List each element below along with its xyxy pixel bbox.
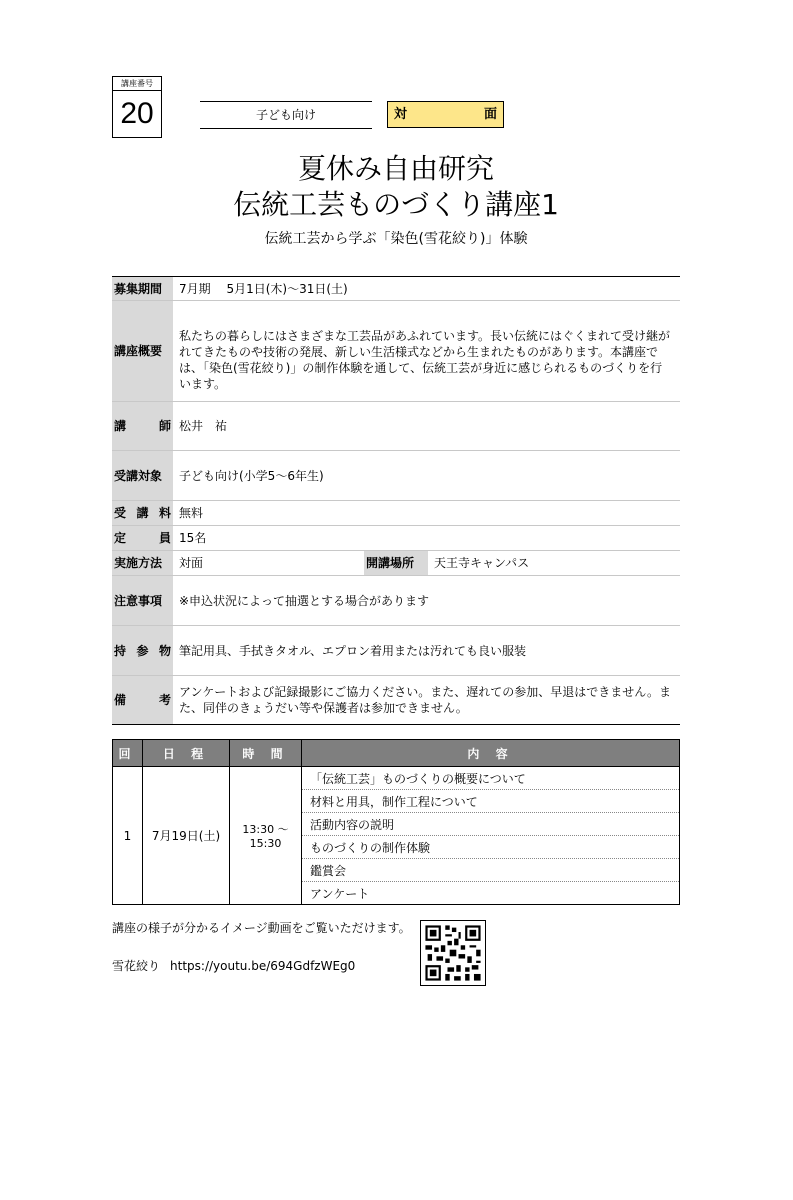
- items-label-c: 物: [158, 643, 171, 658]
- course-number: 20: [120, 97, 154, 130]
- lecturer-label-b: 師: [158, 419, 171, 433]
- remarks-label-b: 考: [158, 693, 171, 707]
- items-label: [114, 643, 171, 659]
- page-subtitle: 伝統工芸から学ぶ「染色(雪花絞り)」体験: [264, 231, 528, 247]
- info-row-overview: [112, 301, 680, 402]
- schedule-content-item: 鑑賞会: [302, 859, 680, 882]
- info-row-recruit: [112, 277, 680, 301]
- info-row-remarks: [112, 676, 680, 725]
- video-url-link[interactable]: https://youtu.be/694GdfzWEg0: [170, 959, 356, 973]
- video-label: 雪花絞り: [112, 959, 161, 973]
- lecturer-label: [114, 418, 171, 434]
- info-row-lecturer: [112, 402, 680, 451]
- overview-value: 私たちの暮らしにはさまざまな工芸品があふれています。長い伝統にはぐくまれて受け継がれてきたものや技術の発展、新しい生活様式などから生まれたものがあります。本講座では、「染色(雪花絞り)」の制作体験を通して、伝統工芸が身近に感じられるものづくりを行います。: [173, 301, 680, 402]
- info-row-method: [112, 551, 680, 576]
- items-label-b: 参: [136, 643, 149, 658]
- target-value: 子ども向け(小学5～6年生): [173, 451, 680, 501]
- method-value: 対面: [173, 551, 364, 576]
- capacity-label-a: 定: [114, 531, 127, 545]
- overview-label: 講座概要: [112, 301, 173, 402]
- schedule-content-item: 活動内容の説明: [302, 813, 680, 836]
- schedule-row: [113, 767, 680, 790]
- schedule-content-item: 材料と用具，制作工程について: [302, 790, 680, 813]
- recruit-value: 7月期 5月1日(木)～31日(土): [173, 277, 680, 301]
- info-row-fee: [112, 501, 680, 526]
- remarks-label-a: 備: [114, 693, 127, 707]
- fee-label-b: 講: [136, 506, 149, 520]
- info-row-capacity: [112, 526, 680, 551]
- schedule-header-content: 内 容: [302, 740, 680, 767]
- page-title-line1: 夏休み自由研究: [297, 152, 494, 185]
- schedule-header-session: 回: [113, 740, 143, 767]
- course-number-label: 講座番号: [113, 77, 161, 91]
- info-row-notes: [112, 576, 680, 626]
- schedule-session: 1: [113, 767, 143, 905]
- qr-code-icon[interactable]: [420, 920, 486, 986]
- schedule-header-time: 時 間: [230, 740, 302, 767]
- items-value: 筆記用具、手拭きタオル、エプロン着用または汚れても良い服装: [173, 626, 680, 676]
- schedule-content-item: アンケート: [302, 882, 680, 905]
- remarks-label: [114, 692, 171, 708]
- format-tag-char-1: 対: [394, 107, 408, 122]
- lecturer-label-a: 講: [114, 419, 127, 433]
- venue-value: 天王寺キャンパス: [428, 551, 680, 576]
- course-number-box: [112, 76, 162, 138]
- page-title-line2: 伝統工芸ものづくり講座1: [233, 188, 559, 221]
- format-tag: [387, 101, 504, 128]
- notes-label: 注意事項: [112, 576, 173, 626]
- fee-value: 無料: [173, 501, 680, 526]
- video-note: 講座の様子が分かるイメージ動画をご覧いただけます。: [112, 921, 411, 935]
- notes-value: ※申込状況によって抽選とする場合があります: [173, 576, 680, 626]
- schedule-header-date: 日 程: [143, 740, 230, 767]
- items-label-a: 持: [114, 643, 127, 658]
- fee-label-c: 料: [158, 506, 171, 520]
- fee-label-a: 受: [114, 506, 127, 520]
- schedule-time: 13:30 ～ 15:30: [230, 767, 302, 905]
- method-label: 実施方法: [112, 551, 173, 576]
- schedule-header-row: [113, 740, 680, 767]
- schedule-content-item: ものづくりの制作体験: [302, 836, 680, 859]
- audience-tag: 子ども向け: [200, 101, 372, 129]
- info-row-target: [112, 451, 680, 501]
- schedule-date: 7月19日(土): [143, 767, 230, 905]
- target-label: 受講対象: [112, 451, 173, 501]
- qr-code-graphic: [421, 921, 485, 985]
- schedule-content-item: 「伝統工芸」ものづくりの概要について: [302, 767, 680, 790]
- video-link-row: [112, 958, 365, 974]
- info-row-items: [112, 626, 680, 676]
- recruit-label: 募集期間: [112, 277, 173, 301]
- lecturer-value: 松井 祐: [173, 402, 680, 451]
- course-info-table: [112, 276, 680, 725]
- fee-label: [114, 505, 171, 521]
- format-tag-char-2: 面: [483, 107, 497, 122]
- remarks-value: アンケートおよび記録撮影にご協力ください。また、遅れての参加、早退はできません。また、同伴のきょうだい等や保護者は参加できません。: [173, 676, 680, 725]
- schedule-table: [112, 739, 680, 905]
- venue-label: 開講場所: [364, 551, 428, 576]
- capacity-value: 15名: [173, 526, 680, 551]
- capacity-label-b: 員: [158, 531, 171, 545]
- capacity-label: [114, 530, 171, 546]
